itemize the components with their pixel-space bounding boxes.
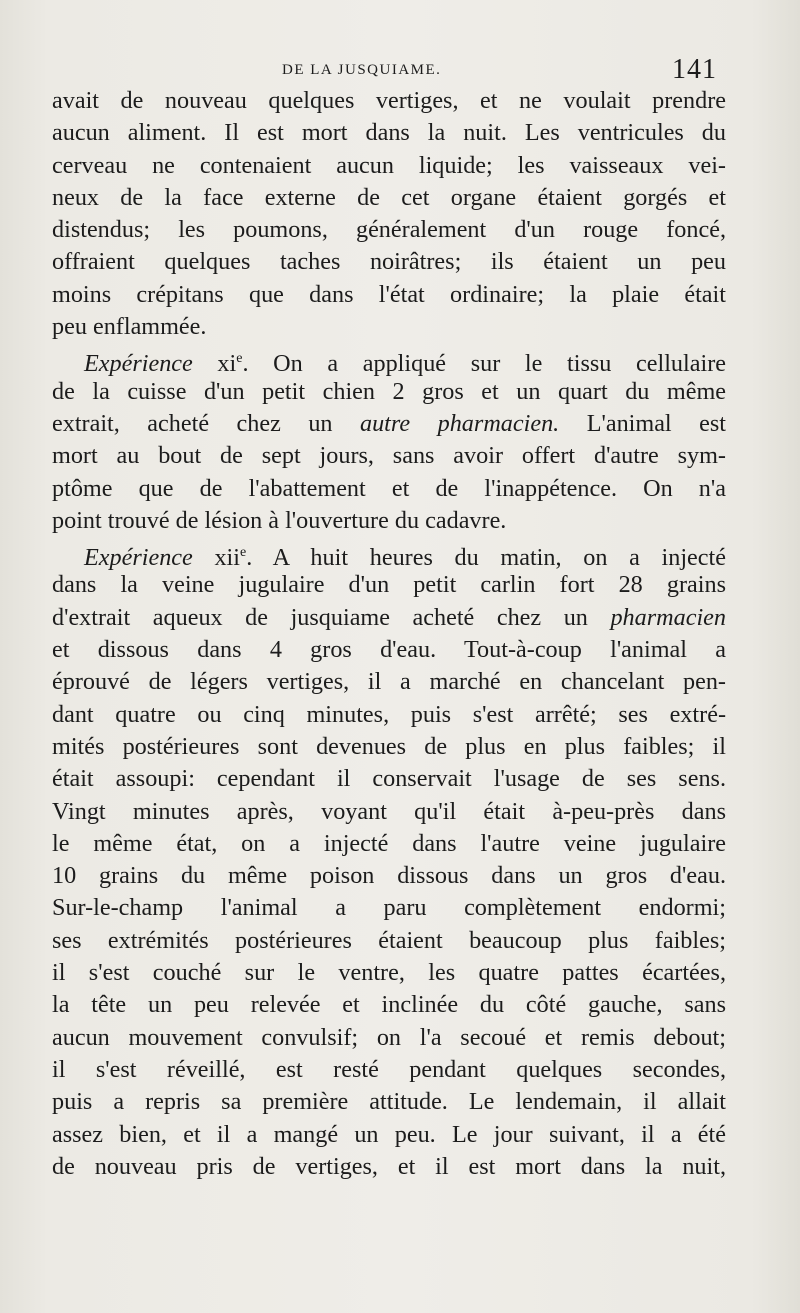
text-line: aucun aliment. Il est mort dans la nuit. Les ventricules du	[52, 119, 726, 147]
italic-text: pharmacien	[610, 603, 726, 631]
ordinal-superscript: e	[240, 545, 247, 561]
text-line: Expérience xii$^e$. A huit heures du matin, on a injecté	[84, 544, 726, 572]
text-line: 10 grains du même poison dissous dans un gros d'eau.	[52, 862, 726, 890]
text-line: il s'est réveillé, est resté pendant quelques secondes,	[52, 1055, 726, 1083]
ordinal-superscript: e	[236, 351, 243, 367]
text-line: avait de nouveau quelques vertiges, et ne voulait prendre	[52, 87, 726, 114]
text-line: était assoupi: cependant il conservait l'usage de ses sens.	[52, 765, 726, 793]
text-line: et dissous dans 4 gros d'eau. Tout-à-coup l'animal a	[52, 636, 726, 664]
page-header	[0, 54, 800, 88]
text-line: ses extrémités postérieures étaient beaucoup plus faibles;	[52, 926, 726, 954]
text-line: dant quatre ou cinq minutes, puis s'est arrêté; ses extré-	[52, 700, 726, 728]
text-line: distendus; les poumons, généralement d'un rouge foncé,	[52, 216, 726, 244]
italic-text: autre pharmacien.	[359, 409, 560, 437]
text-line: il s'est couché sur le ventre, les quatre pattes écartées,	[52, 959, 726, 987]
text-line: moins crépitans que dans l'état ordinaire; la plaie était	[52, 280, 726, 308]
text-line: point trouvé de lésion à l'ouverture du cadavre.	[52, 506, 507, 534]
experiment-label: Expérience	[84, 350, 193, 378]
text-line: cerveau ne contenaient aucun liquide; les vaisseaux vei-	[52, 151, 726, 179]
text-line: neux de la face externe de cet organe étaient gorgés et	[52, 183, 726, 211]
text-line: de la cuisse d'un petit chien 2 gros et un quart du même	[52, 377, 726, 405]
text-line: Sur-le-champ l'animal a paru complètement endormi;	[52, 894, 726, 922]
text-line: de nouveau pris de vertiges, et il est mort dans la nuit,	[52, 1152, 726, 1180]
text-line: aucun mouvement convulsif; on l'a secoué et remis debout;	[52, 1023, 726, 1051]
text-line: Expérience $xi^e$. On a appliqué sur le tissu cellulaire	[84, 350, 726, 378]
text-line: puis a repris sa première attitude. Le lendemain, il allait	[52, 1088, 726, 1116]
running-title: DE LA JUSQUIAME.	[282, 62, 442, 78]
text-line: assez bien, et il a mangé un peu. Le jour suivant, il a été	[52, 1120, 726, 1148]
text-line: dans la veine jugulaire d'un petit carlin fort 28 grains	[52, 571, 726, 599]
text-line: la tête un peu relevée et inclinée du côté gauche, sans	[52, 991, 726, 1019]
text-line: offraient quelques taches noirâtres; ils étaient un peu	[52, 248, 726, 276]
text-line: éprouvé de légers vertiges, il a marché en chancelant pen-	[52, 668, 726, 696]
page-number: 141	[672, 54, 717, 85]
text-line: peu enflammée.	[52, 313, 207, 341]
text-line: mités postérieures sont devenues de plus en plus faibles; il	[52, 732, 726, 760]
text-line: extrait, acheté chez un autre pharmacien. L'animal est	[52, 409, 726, 437]
text-line: d'extrait aqueux de jusquiame acheté chez un pharmacien	[52, 603, 726, 631]
text-line: Vingt minutes après, voyant qu'il était à-peu-près dans	[52, 797, 726, 825]
text-line: le même état, on a injecté dans l'autre veine jugulaire	[52, 829, 726, 857]
experiment-label: Expérience	[84, 544, 193, 572]
text-line: ptôme que de l'abattement et de l'inappétence. On n'a	[52, 474, 726, 502]
text-line: mort au bout de sept jours, sans avoir offert d'autre sym-	[52, 442, 726, 470]
body-text	[52, 85, 726, 1183]
